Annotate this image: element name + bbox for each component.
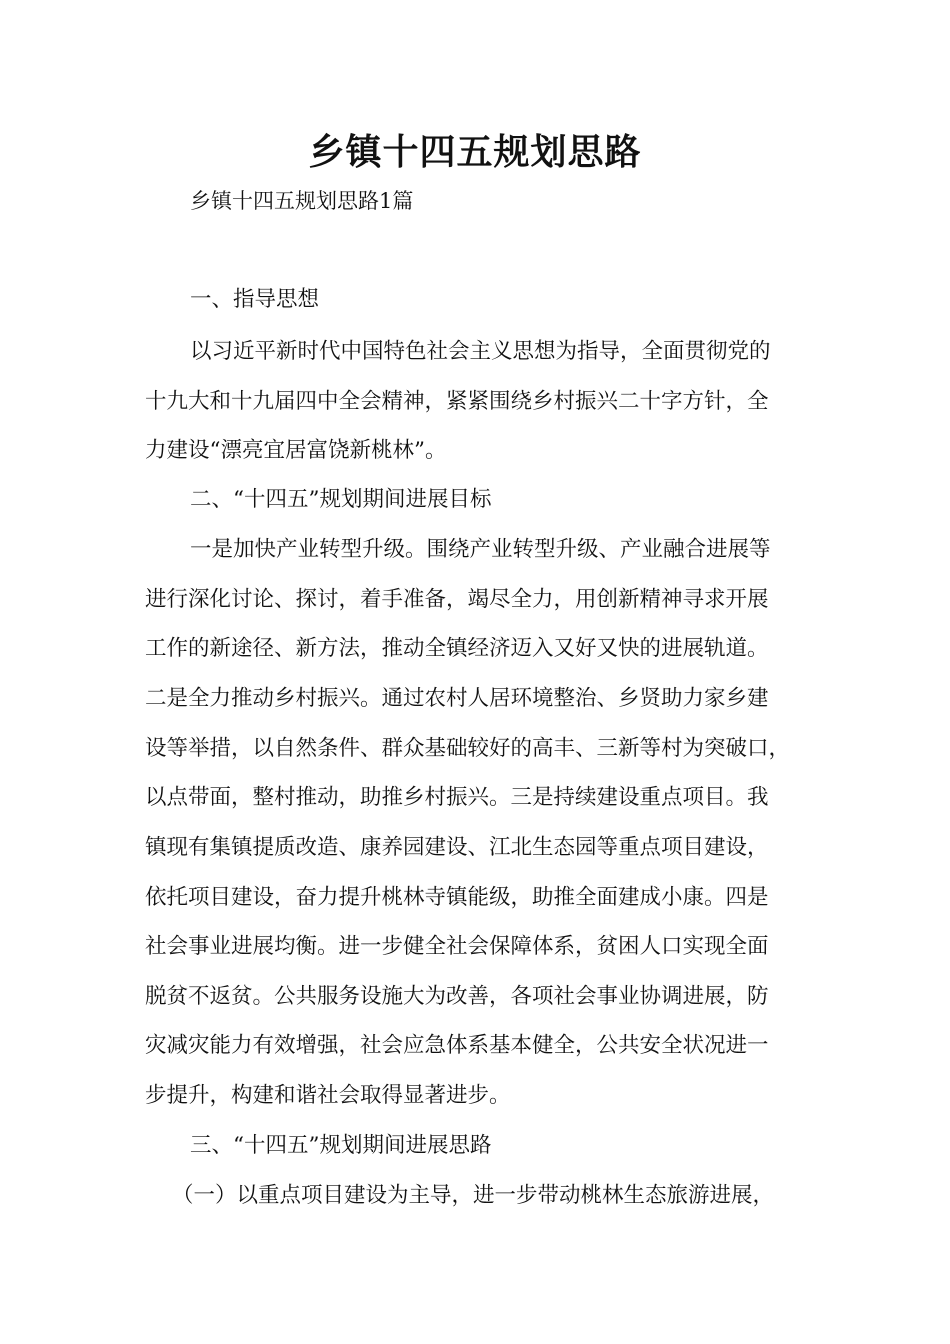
paragraph-line: 镇现有集镇提质改造、康养园建设、江北生态园等重点项目建设， [145, 835, 769, 860]
section-heading-3: 三、“十四五”规划期间进展思路 [190, 1133, 492, 1158]
paragraph-line: 进行深化讨论、探讨，着手准备，竭尽全力，用创新精神寻求开展 [145, 587, 769, 612]
paragraph-line: （一）以重点项目建设为主导，进一步带动桃林生态旅游进展， [172, 1183, 775, 1208]
paragraph-line: 社会事业进展均衡。进一步健全社会保障体系，贫困人口实现全面 [145, 934, 769, 959]
paragraph-line: 依托项目建设，奋力提升桃林寺镇能级，助推全面建成小康。四是 [145, 885, 769, 910]
section-heading-1: 一、指导思想 [190, 287, 320, 312]
section-heading-2: 二、“十四五”规划期间进展目标 [190, 487, 492, 512]
paragraph-line: 设等举措，以自然条件、群众基础较好的高丰、三新等村为突破口， [145, 736, 791, 761]
paragraph-line: 以习近平新时代中国特色社会主义思想为指导，全面贯彻党的 [190, 339, 771, 364]
paragraph-line: 工作的新途径、新方法，推动全镇经济迈入又好又快的进展轨道。 [145, 636, 769, 661]
paragraph-line: 十九大和十九届四中全会精神，紧紧围绕乡村振兴二十字方针，全 [145, 389, 769, 414]
paragraph-line: 灾减灾能力有效增强，社会应急体系基本健全，公共安全状况进一 [145, 1033, 769, 1058]
paragraph-line: 步提升，构建和谐社会取得显著进步。 [145, 1083, 511, 1108]
document-title: 乡镇十四五规划思路 [308, 131, 642, 173]
paragraph-line: 力建设“漂亮宜居富饶新桃林”。 [145, 438, 447, 463]
document-subtitle: 乡镇十四五规划思路1篇 [190, 189, 414, 213]
paragraph-line: 脱贫不返贫。公共服务设施大为改善，各项社会事业协调进展，防 [145, 984, 769, 1009]
paragraph-line: 以点带面，整村推动，助推乡村振兴。三是持续建设重点项目。我 [145, 785, 769, 810]
paragraph-line: 一是加快产业转型升级。围绕产业转型升级、产业融合进展等 [190, 537, 771, 562]
paragraph-line: 二是全力推动乡村振兴。通过农村人居环境整治、乡贤助力家乡建 [145, 686, 769, 711]
